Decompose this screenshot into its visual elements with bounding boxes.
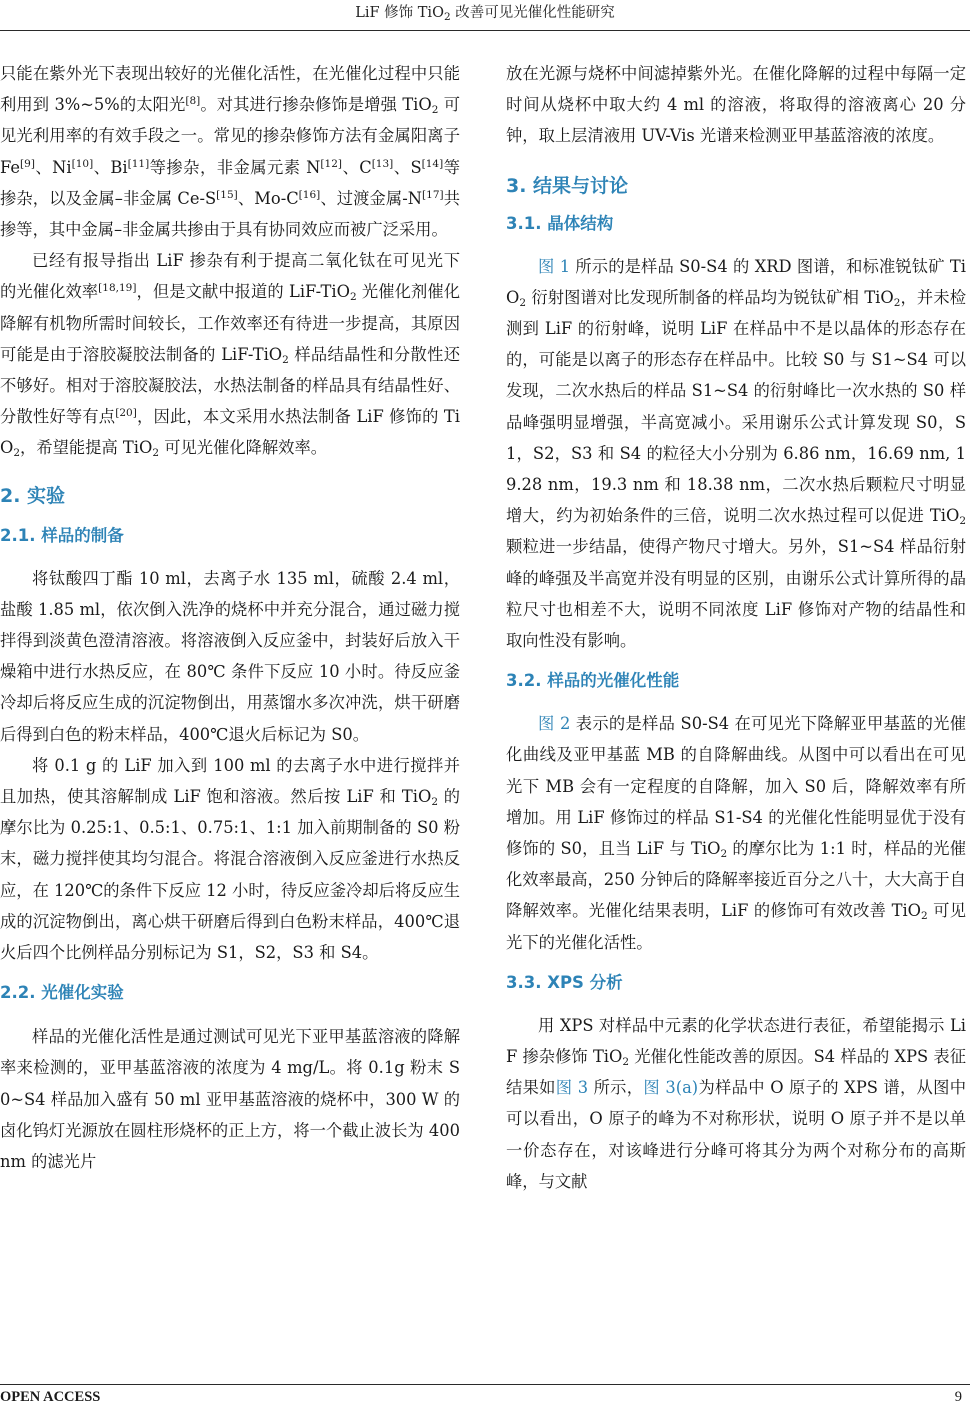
right-column xyxy=(506,58,966,1197)
section-heading-experiment: 2. 实验 xyxy=(0,484,66,507)
xps-paragraph: 用 XPS 对样品中元素的化学状态进行表征，希望能揭示 LiF 掺杂修饰 TiO$_2$ 光催化性能改善的原因。S4 样品的 XPS 表征结果如图 3 所示，图 3(a)为样品中 O 原子的 XPS 谱，从图中可以看出，O 原子的峰为不对称形状，说明 O 原子并不是以单一价态存在，对该峰进行分峰可将其分为两个对称分布的高斯峰，与文献 xyxy=(506,1015,966,1191)
figure-3a-link[interactable]: 图 3(a) xyxy=(643,1078,699,1098)
section-heading-results: 3. 结果与讨论 xyxy=(506,174,629,197)
preparation-paragraph-1: 将钛酸四丁酯 10 ml，去离子水 135 ml，硫酸 2.4 ml，盐酸 1.85 ml，依次倒入洗净的烧杯中并充分混合，通过磁力搅拌得到淡黄色澄清溶液。将溶液倒入反应釜中，封装好后放入干燥箱中进行水热反应，在 80℃ 条件下反应 10 小时。待反应釜冷却后将反应生成的沉淀物倒出，用蒸馏水多次冲洗，烘干研磨后得到白色的粉末样品，400℃退火后标记为 S0。 xyxy=(0,568,460,744)
subsection-heading-xps: 3.3. XPS 分析 xyxy=(506,972,623,992)
subsection-heading-preparation: 2.1. 样品的制备 xyxy=(0,525,124,545)
preparation-paragraph-2: 将 0.1 g 的 LiF 加入到 100 ml 的去离子水中进行搅拌并且加热，使其溶解制成 LiF 饱和溶液。然后按 LiF 和 TiO$_2$ 的摩尔比为 0.25:1、0.5:1、0.75:1、1:1 加入前期制备的 S0 粉末，磁力搅拌使其均匀混合。将混合溶液倒入反应釜进行水热反应，在 120℃的条件下反应 12 小时，待反应釜冷却后将反应生成的沉淀物倒出，离心烘干研磨后得到白色粉末样品，400℃退火后四个比例样品分别标记为 S1，S2，S3 和 S4。 xyxy=(0,755,461,963)
header-rule xyxy=(0,30,970,31)
photocatalytic-performance-paragraph: 图 2 表示的是样品 S0-S4 在可见光下降解亚甲基蓝的光催化曲线及亚甲基蓝 MB 的自降解曲线。从图中可以看出在可见光下 MB 会有一定程度的自降解，加入 S0 后，降解效率有所增加。用 LiF 修饰过的样品 S1-S4 的光催化性能明显优于没有修饰的 S0，且当 LiF 与 TiO$_2$ 的摩尔比为 1:1 时，样品的光催化效率最高，250 分钟后的降解率接近百分之八十，大大高于自降解效率。光催化结果表明，LiF 的修饰可有效改善 TiO$_2$ 可见光下的光催化活性。 xyxy=(506,714,966,952)
footer-open-access: OPEN ACCESS xyxy=(0,1389,101,1405)
subsection-heading-photocatalysis-experiment: 2.2. 光催化实验 xyxy=(0,983,124,1003)
intro-paragraph-2: 已经有报导指出 LiF 掺杂有利于提高二氧化钛在可见光下的光催化效率[18,19]，但是文献中报道的 LiF-TiO$_2$ 光催化剂催化降解有机物所需时间较长，工作效率还有待进一步提高，其原因可能是由于溶胶凝胶法制备的 LiF-TiO$_2$ 样品结晶性和分散性还不够好。相对于溶胶凝胶法，水热法制备的样品具有结晶性好、分散性好等有点[20]，因此，本文采用水热法制备 LiF 修饰的 TiO$_2$，希望能提高 TiO$_2$ 可见光催化降解效率。 xyxy=(0,251,460,460)
figure-3-link[interactable]: 图 3 xyxy=(555,1078,589,1098)
subsection-heading-crystal-structure: 3.1. 晶体结构 xyxy=(506,213,614,233)
figure-2-link[interactable]: 图 2 xyxy=(538,714,571,734)
subsection-heading-photocatalytic-performance: 3.2. 样品的光催化性能 xyxy=(506,671,680,691)
figure-1-link[interactable]: 图 1 xyxy=(538,256,571,276)
left-column xyxy=(0,58,460,1177)
intro-paragraph-1: 只能在紫外光下表现出较好的光催化活性，在光催化过程中只能利用到 3%~5%的太阳光[8]。对其进行掺杂修饰是增强 TiO$_2$ 可见光利用率的有效手段之一。常见的掺杂修饰方法有金属阳离子 Fe[9]、Ni[10]、Bi[11]等掺杂，非金属元素 N[12]、C[13]、S[14]等掺杂，以及金属–非金属 Ce-S[15]、Mo-C[16]、过渡金属-N[17]共掺等，其中金属–非金属共掺由于具有协同效应而被广泛采用。 xyxy=(0,64,460,240)
continued-paragraph: 放在光源与烧杯中间滤掉紫外光。在催化降解的过程中每隔一定时间从烧杯中取大约 4 ml 的溶液，将取得的溶液离心 20 分钟，取上层清液用 UV-Vis 光谱来检测亚甲基蓝溶液的浓度。 xyxy=(506,64,966,146)
photocatalysis-experiment-paragraph: 样品的光催化活性是通过测试可见光下亚甲基蓝溶液的降解率来检测的，亚甲基蓝溶液的浓度为 4 mg/L。将 0.1g 粉末 S0~S4 样品加入盛有 50 ml 亚甲基蓝溶液的烧杯中，300 W 的卤化钨灯光源放在圆柱形烧杯的正上方，将一个截止波长为 400 nm 的滤光片 xyxy=(0,1027,460,1172)
xrd-paragraph: 图 1 所示的是样品 S0-S4 的 XRD 图谱，和标准锐钛矿 TiO$_2$ 衍射图谱对比发现所制备的样品均为锐钛矿相 TiO$_2$，并未检测到 LiF 的衍射峰，说明 LiF 在样品中不是以晶体的形态存在的，可能是以离子的形态存在样品中。比较 S0 与 S1~S4 可以发现，二次水热后的样品 S1~S4 的衍射峰比一次水热的 S0 样品峰强明显增强，半高宽减小。采用谢乐公式计算发现 S0，S1，S2，S3 和 S4 的粒径大小分别为 6.86 nm，16.69 nm, 19.28 nm，19.3 nm 和 18.38 nm，二次水热后颗粒尺寸明显增大，约为初始条件的三倍，说明二次水热过程可以促进 TiO$_2$ 颗粒进一步结晶，使得产物尺寸增大。另外，S1~S4 样品衍射峰的峰强及半高宽并没有明显的区别，由谢乐公式计算所得的晶粒尺寸也相差不大，说明不同浓度 LiF 修饰对产物的结晶性和取向性没有影响。 xyxy=(506,256,966,651)
page-number: 9 xyxy=(954,1389,962,1405)
footer-rule xyxy=(0,1384,970,1385)
running-header: LiF 修饰 TiO$_2$ 改善可见光催化性能研究 xyxy=(355,5,615,23)
